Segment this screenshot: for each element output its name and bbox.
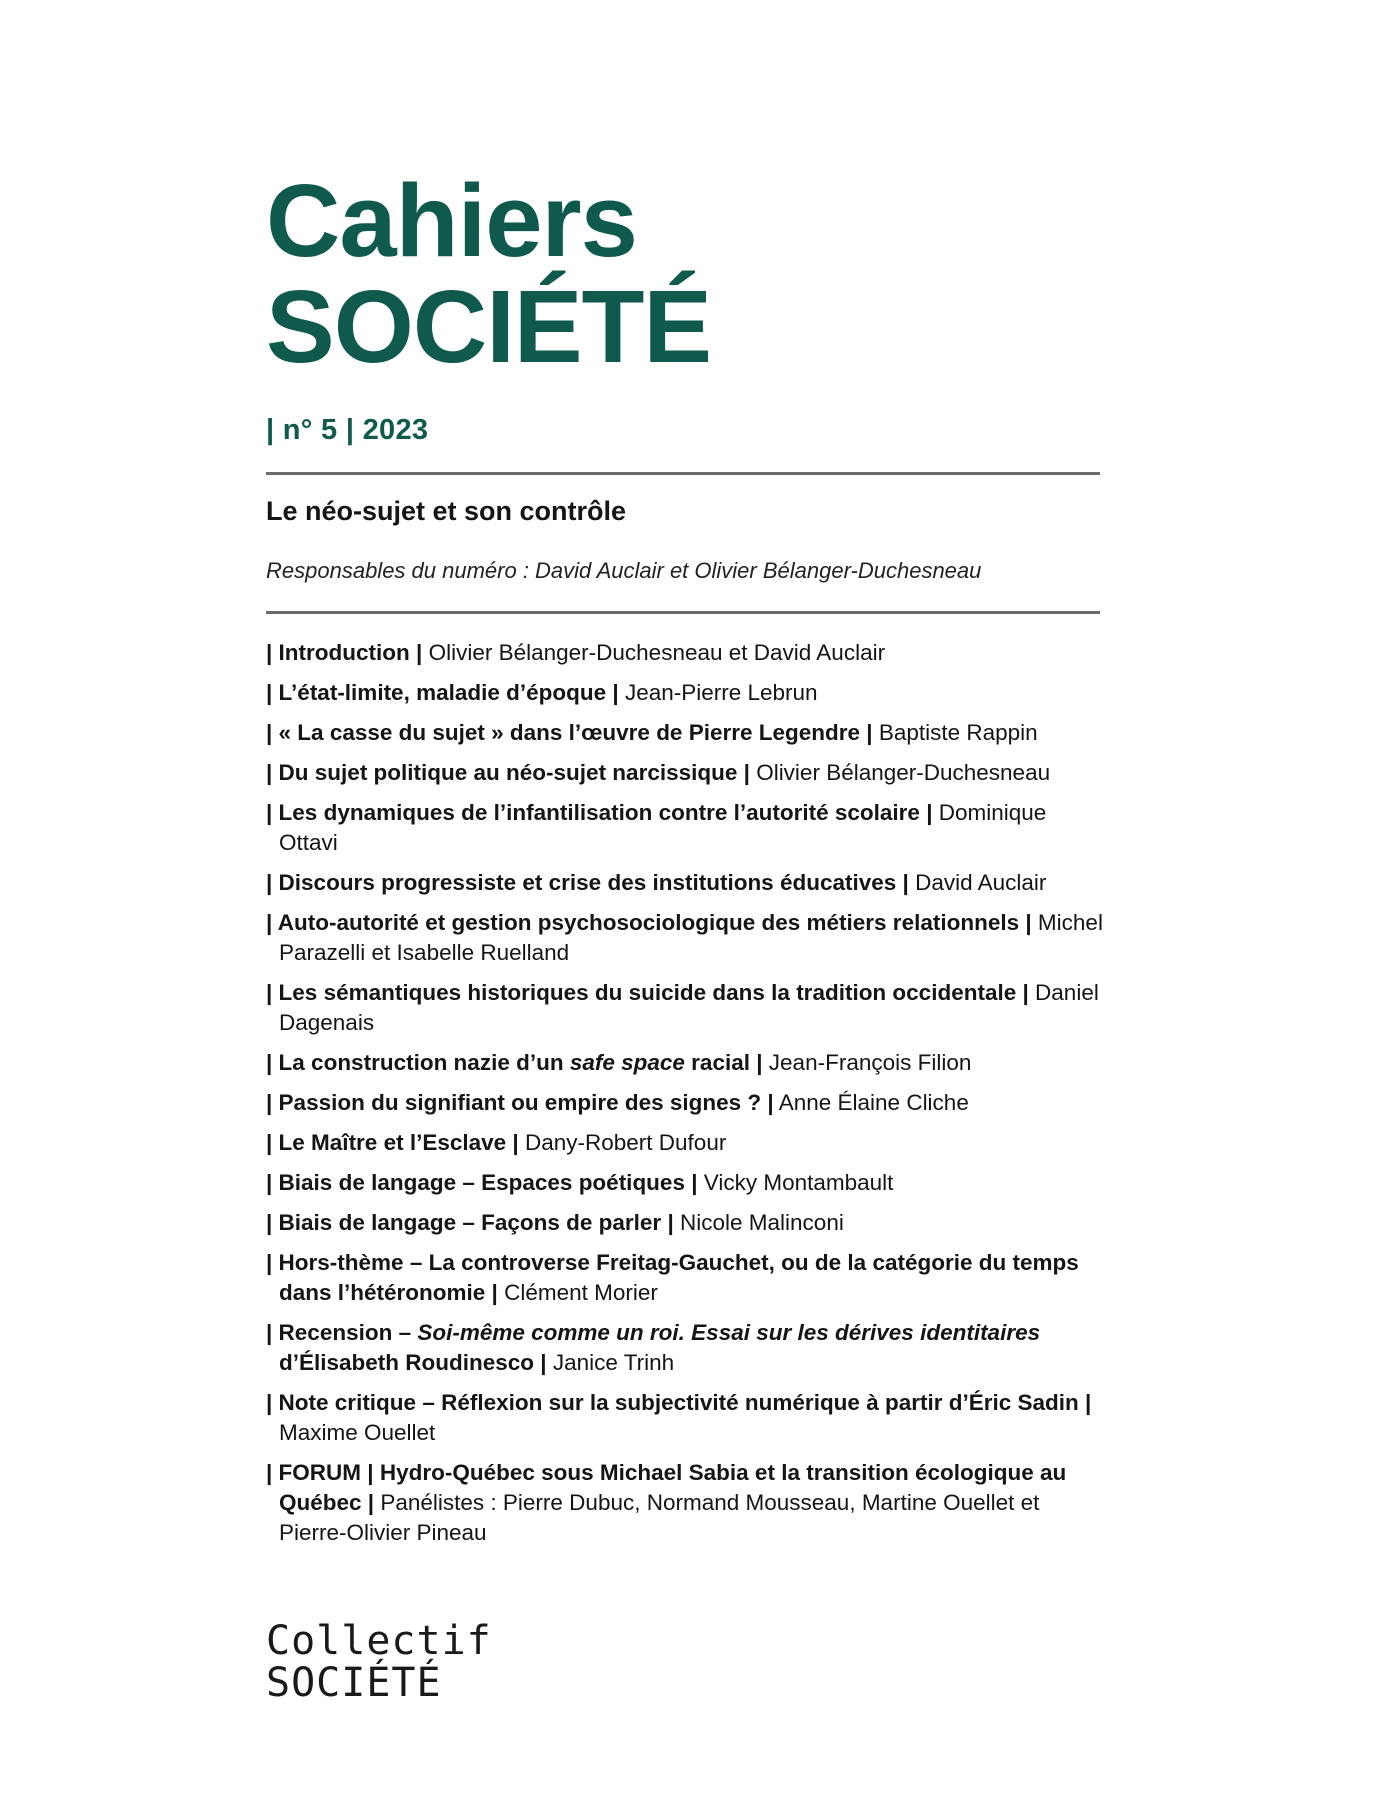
toc-entry-title: | « La casse du sujet » dans l’œuvre de Pierre Legendre | xyxy=(266,720,873,745)
toc-entry-authors: Anne Élaine Cliche xyxy=(778,1090,969,1115)
toc-entry-authors: Maxime Ouellet xyxy=(279,1420,436,1445)
toc-entry-authors: Dany-Robert Dufour xyxy=(524,1130,727,1155)
toc-entry-authors: Janice Trinh xyxy=(552,1350,675,1375)
publisher-logo-line1: Collectif xyxy=(266,1618,492,1664)
toc-entry-title: | Le Maître et l’Esclave | xyxy=(266,1130,519,1155)
toc-entry xyxy=(266,758,1108,788)
toc-entry xyxy=(266,978,1108,1038)
toc-entry-title: | Les sémantiques historiques du suicide dans la tradition occidentale | xyxy=(266,980,1029,1005)
toc-entry-authors: Jean-Pierre Lebrun xyxy=(624,680,818,705)
toc-entry-authors: Olivier Bélanger-Duchesneau et David Auclair xyxy=(428,640,886,665)
toc-entry xyxy=(266,1318,1108,1378)
toc-entry-authors: Olivier Bélanger-Duchesneau xyxy=(756,760,1051,785)
toc-entry-title: | Biais de langage – Façons de parler | xyxy=(266,1210,674,1235)
publisher-logo xyxy=(266,1620,492,1704)
toc-entry xyxy=(266,798,1108,858)
toc-entry-authors: Baptiste Rappin xyxy=(878,720,1038,745)
issue-editors: Responsables du numéro : David Auclair et Olivier Bélanger-Duchesneau xyxy=(266,558,982,583)
toc-entry-authors: Vicky Montambault xyxy=(703,1170,894,1195)
publisher-logo-line2: SOCIÉTÉ xyxy=(266,1660,442,1706)
toc-entry-authors: Dominique Ottavi xyxy=(279,800,1047,855)
journal-title-line2: SOCIÉTÉ xyxy=(266,269,712,384)
toc-entry-title: | Auto-autorité et gestion psychosociologique des métiers relationnels | xyxy=(266,910,1032,935)
toc-entry xyxy=(266,1168,1108,1198)
toc-entry xyxy=(266,1128,1108,1158)
toc-entry-title: | Les dynamiques de l’infantilisation contre l’autorité scolaire | xyxy=(266,800,933,825)
toc-entry-authors: Daniel Dagenais xyxy=(279,980,1099,1035)
toc-entry-authors: Jean-François Filion xyxy=(768,1050,972,1075)
toc-entry-title: | Du sujet politique au néo-sujet narcissique | xyxy=(266,760,750,785)
toc-entry-title: | Biais de langage – Espaces poétiques | xyxy=(266,1170,698,1195)
divider-top xyxy=(266,472,1100,475)
toc-entry-title: | Hors-thème – La controverse Freitag-Gauchet, ou de la catégorie du temps dans l’hétéronomie | xyxy=(266,1250,1079,1305)
toc-entry-title: | L’état-limite, maladie d’époque | xyxy=(266,680,619,705)
theme-title: Le néo-sujet et son contrôle xyxy=(266,496,627,526)
table-of-contents xyxy=(266,638,1108,1558)
toc-entry-title: | FORUM | Hydro-Québec sous Michael Sabia et la transition écologique au Québec | xyxy=(266,1460,1067,1515)
toc-entry xyxy=(266,638,1108,668)
toc-entry xyxy=(266,1458,1108,1548)
toc-entry-title: | Discours progressiste et crise des institutions éducatives | xyxy=(266,870,909,895)
toc-entry-title: | Introduction | xyxy=(266,640,423,665)
journal-title xyxy=(266,163,712,384)
journal-title-line1: Cahiers xyxy=(266,163,637,278)
toc-entry xyxy=(266,868,1108,898)
toc-entry-authors: Clément Morier xyxy=(504,1280,658,1305)
issue-number: | n° 5 | 2023 xyxy=(266,414,429,446)
toc-entry xyxy=(266,1048,1108,1078)
toc-entry-authors: Nicole Malinconi xyxy=(680,1210,844,1235)
toc-entry-title: | La construction nazie d’un safe space racial | xyxy=(266,1050,763,1075)
toc-entry xyxy=(266,1208,1108,1238)
toc-entry-authors: Michel Parazelli et Isabelle Ruelland xyxy=(279,910,1103,965)
toc-entry xyxy=(266,718,1108,748)
toc-entry xyxy=(266,908,1108,968)
toc-entry-authors: David Auclair xyxy=(915,870,1047,895)
toc-entry xyxy=(266,1388,1108,1448)
toc-entry-authors: Panélistes : Pierre Dubuc, Normand Mousseau, Martine Ouellet et Pierre-Olivier Pineau xyxy=(279,1490,1040,1545)
toc-entry xyxy=(266,1248,1108,1308)
toc-entry xyxy=(266,1088,1108,1118)
toc-entry-title: | Passion du signifiant ou empire des signes ? | xyxy=(266,1090,774,1115)
toc-entry-title: | Note critique – Réflexion sur la subjectivité numérique à partir d’Éric Sadin | xyxy=(266,1390,1092,1415)
divider-bottom xyxy=(266,611,1100,614)
toc-entry-title: | Recension – Soi-même comme un roi. Essai sur les dérives identitaires d’Élisabeth Roudinesco | xyxy=(266,1320,1041,1375)
toc-entry xyxy=(266,678,1108,708)
